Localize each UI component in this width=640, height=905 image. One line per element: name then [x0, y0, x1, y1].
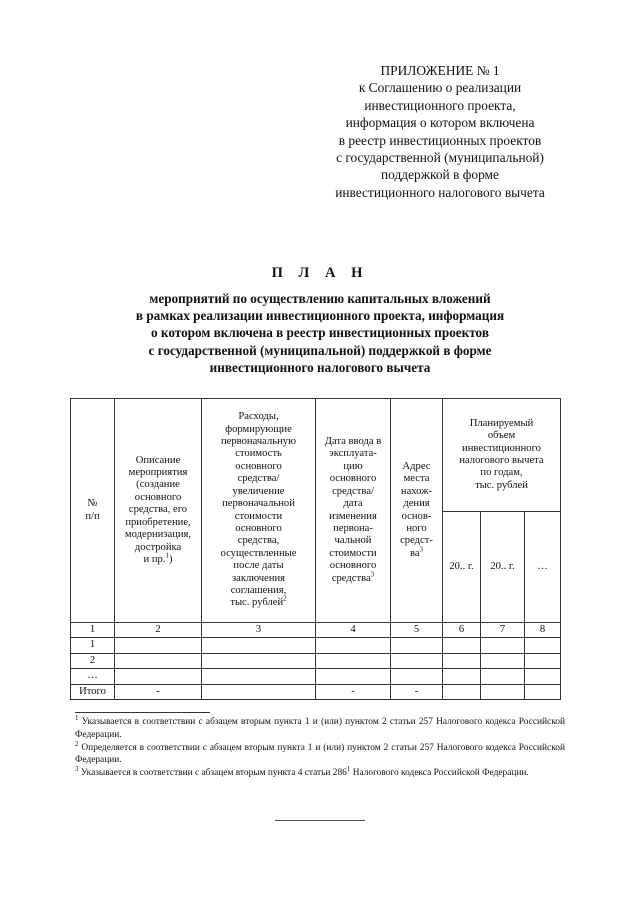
annex-line: поддержкой в форме — [381, 167, 499, 183]
table-cell — [391, 669, 443, 684]
table-cell: - — [391, 684, 443, 699]
table-cell — [202, 684, 316, 699]
annex-header — [300, 62, 580, 201]
table-cell: 2 — [71, 653, 115, 668]
table-cell — [316, 638, 391, 653]
annex-line: с государственной (муниципальной) — [336, 150, 544, 166]
header-expenses: Расходы, формирующие первоначальную стоимость основного средства/ увеличение первоначальной стоимости основного средства, осуществленные после даты заключения соглашения, тыс. рублей$^2$ — [202, 399, 316, 623]
table-cell — [481, 653, 525, 668]
annex-line: ПРИЛОЖЕНИЕ № 1 — [380, 63, 500, 78]
table-cell — [443, 653, 481, 668]
column-numbers-row — [71, 623, 561, 638]
end-line — [275, 820, 365, 821]
plan-subtitle-line: в рамках реализации инвестиционного проекта, информация — [135, 308, 505, 324]
table-cell — [316, 653, 391, 668]
table-cell: 1 — [71, 638, 115, 653]
annex-line: инвестиционного налогового вычета — [335, 184, 545, 200]
header-year-1: 20.. г. — [443, 512, 481, 623]
table-cell — [391, 638, 443, 653]
table-cell — [202, 669, 316, 684]
column-number: 5 — [391, 623, 443, 638]
header-commissioning-date: Дата ввода в эксплуата- цию основного средства/ дата изменения первона- чальной стоимости основного средства$^3$ — [316, 399, 391, 623]
plan-subtitle-line: с государственной (муниципальной) поддержкой в форме — [148, 342, 492, 358]
column-number: 1 — [71, 623, 115, 638]
footnote-separator — [75, 712, 210, 713]
table-cell — [481, 684, 525, 699]
table-cell — [391, 653, 443, 668]
plan-subtitle-line: мероприятий по осуществлению капитальных вложений — [149, 291, 491, 306]
table-cell: Итого — [71, 684, 115, 699]
table-cell — [443, 684, 481, 699]
header-number: № п/п — [71, 399, 115, 623]
annex-line: в реестр инвестиционных проектов — [338, 132, 542, 148]
table-cell — [316, 669, 391, 684]
plan-subtitle — [60, 290, 580, 376]
column-number: 8 — [525, 623, 561, 638]
annex-line: информация о котором включена — [345, 115, 535, 131]
table-cell — [443, 669, 481, 684]
column-number: 2 — [115, 623, 202, 638]
table-cell — [443, 638, 481, 653]
table-cell — [115, 669, 202, 684]
table-cell — [525, 653, 561, 668]
table-cell — [115, 638, 202, 653]
column-number: 6 — [443, 623, 481, 638]
table-cell — [481, 638, 525, 653]
table-cell: - — [316, 684, 391, 699]
header-address: Адрес места нахож- дения основ- ного средст- $ва^3$ — [391, 399, 443, 623]
header-year-more: … — [525, 512, 561, 623]
table-cell — [525, 638, 561, 653]
footnote: $^1$ Указывается в соответствии с абзацем вторым пункта 1 и (или) пунктом 2 статьи 257 Налогового кодекса Российской Федерации. — [75, 713, 565, 740]
plan-subtitle-line: инвестиционного налогового вычета — [209, 359, 431, 375]
table-row — [71, 638, 561, 653]
header-description: Описание мероприятия (создание основного средства, его приобретение, модернизация, достройка и пр.$^1$) — [115, 399, 202, 623]
footnote: $^3$ Указывается в соответствии с абзацем вторым пункта 4 статьи $286^1$ Налогового кодекса Российской Федерации. — [75, 765, 529, 779]
table-row — [71, 653, 561, 668]
plan-table — [70, 398, 561, 700]
table-cell — [525, 684, 561, 699]
annex-line: инвестиционного проекта, — [364, 97, 516, 113]
footnotes — [75, 713, 565, 780]
table-cell — [481, 669, 525, 684]
column-number: 3 — [202, 623, 316, 638]
plan-title: П Л А Н — [271, 265, 369, 281]
table-cell: - — [115, 684, 202, 699]
header-year-2: 20.. г. — [481, 512, 525, 623]
table-cell — [202, 653, 316, 668]
column-number: 4 — [316, 623, 391, 638]
column-number: 7 — [481, 623, 525, 638]
total-row — [71, 684, 561, 699]
plan-subtitle-line: о котором включена в реестр инвестиционных проектов — [151, 325, 489, 341]
header-planned-deduction: Планируемый объем инвестиционного налогового вычета по годам, тыс. рублей — [443, 399, 561, 512]
table-row — [71, 669, 561, 684]
footnote: $^2$ Определяется в соответствии с абзацем вторым пункта 1 и (или) пунктом 2 статьи 257 Налогового кодекса Российской Федерации. — [75, 739, 565, 766]
table-cell — [525, 669, 561, 684]
table-cell — [115, 653, 202, 668]
table-cell — [202, 638, 316, 653]
annex-line: к Соглашению о реализации — [358, 80, 522, 96]
table-cell: … — [71, 669, 115, 684]
